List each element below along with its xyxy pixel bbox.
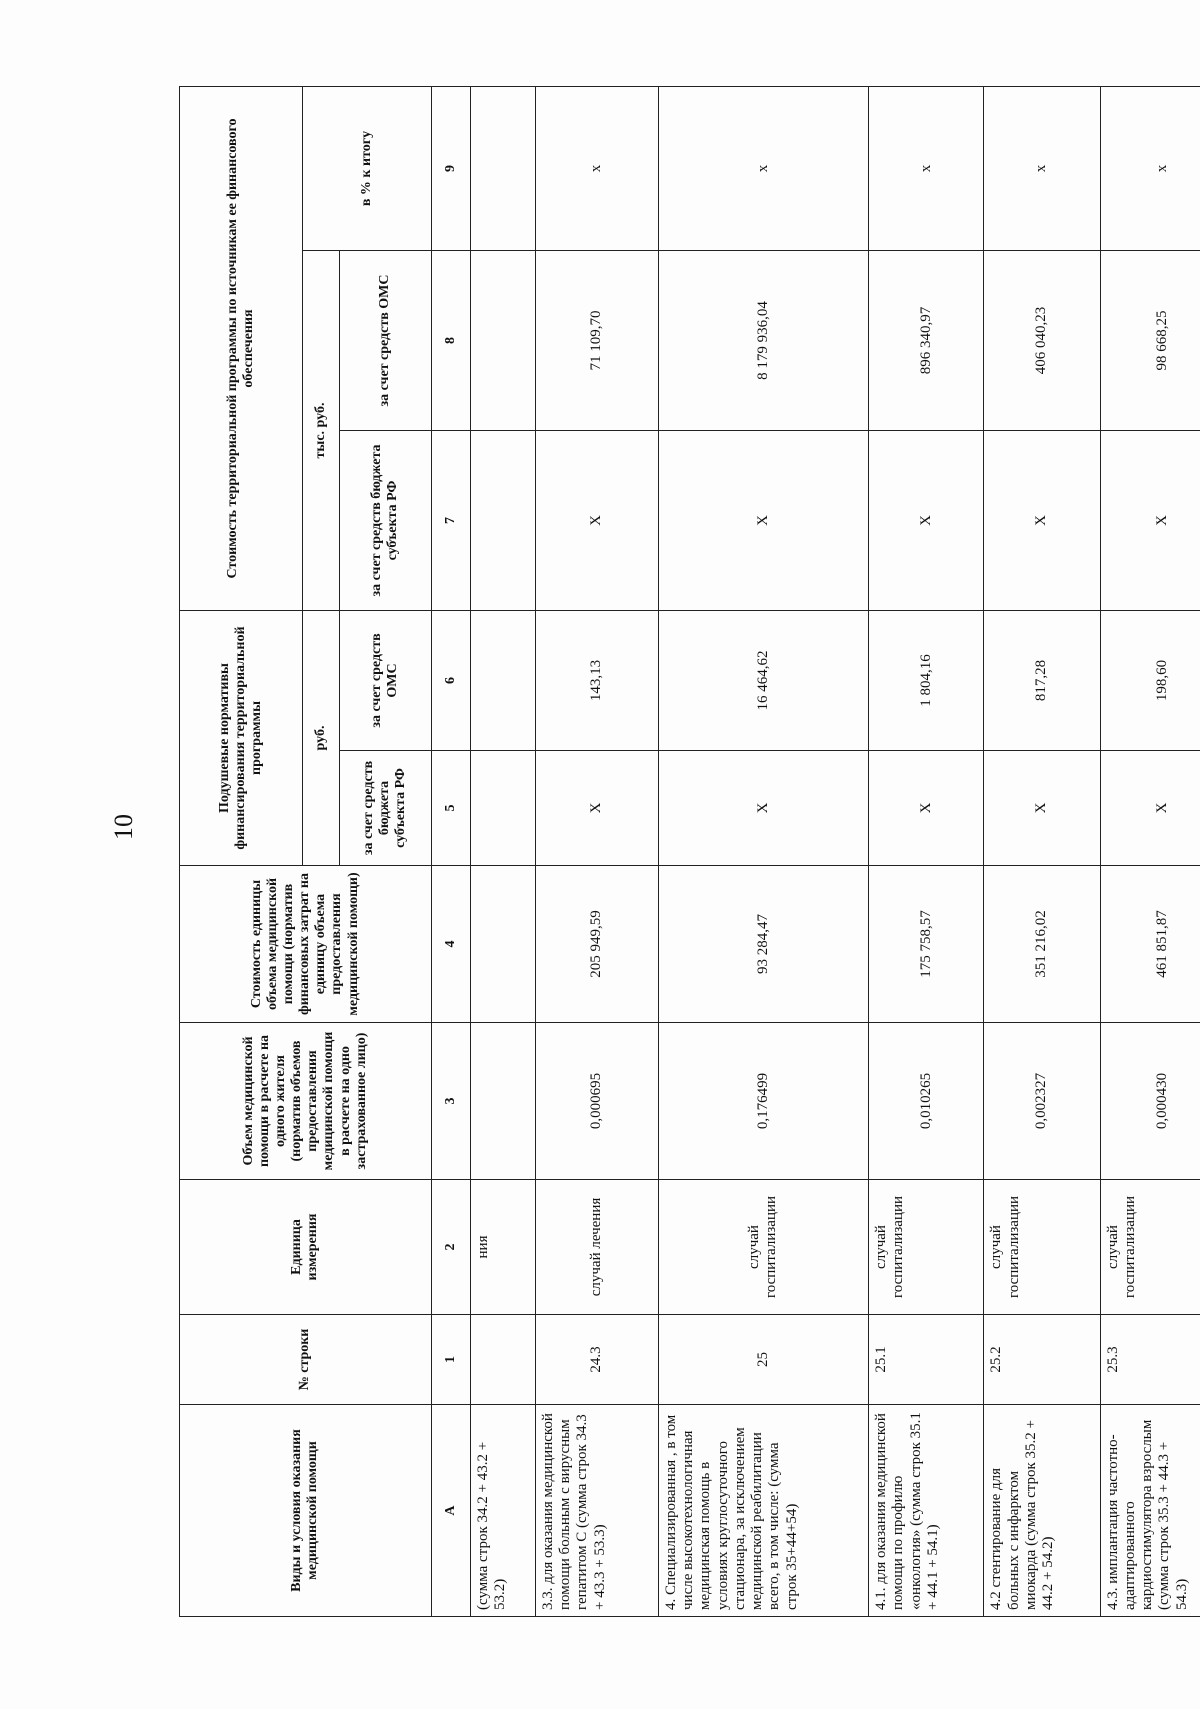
cell-percent: х [984,86,1100,250]
cell-budget-rub: Х [984,751,1100,866]
header-program-cost: Стоимость территориальной программы по источникам ее финансового обеспечения [180,86,303,610]
cell-oms-thous [470,251,535,431]
cell-percent: х [535,86,658,250]
cell-volume: 0,002327 [984,1023,1100,1180]
cell-oms-thous: 406 040,23 [984,251,1100,431]
cell-percent [470,86,535,250]
cell-percent: х [1100,86,1200,250]
col-number: 4 [431,866,470,1023]
cell-row-number: 24.3 [535,1315,658,1405]
cell-unit-cost [470,866,535,1023]
cell-unit-cost: 205 949,59 [535,866,658,1023]
header-per-capita: Подушевые нормативы финансирования территориальной программы [180,611,303,866]
cell-oms-rub: 817,28 [984,611,1100,751]
cell-budget-thous: Х [869,431,984,611]
table-row [658,86,868,1616]
cell-kind: 4. Специализированная , в том числе высокотехнологичная медицинская помощь в условиях круглосуточного стационара, за исключением медицинской реабилитации всего, в том числе: (сумма строк 35+44+54) [658,1405,868,1617]
cell-kind: (сумма строк 34.2 + 43.2 + 53.2) [470,1405,535,1617]
cell-oms-thous: 71 109,70 [535,251,658,431]
table-row [869,86,984,1616]
cell-budget-rub: Х [535,751,658,866]
cell-oms-rub: 1 804,16 [869,611,984,751]
cell-kind: 4.2 стентирование для больных с инфарктом миокарда (сумма строк 35.2 + 44.2 + 54.2) [984,1405,1100,1617]
cell-unit-cost: 351 216,02 [984,866,1100,1023]
cell-oms-rub [470,611,535,751]
col-number: 9 [431,86,470,250]
cell-budget-rub: Х [869,751,984,866]
col-number: 3 [431,1023,470,1180]
cell-kind: 4.1. для оказания медицинской помощи по профилю «онкология» (сумма строк 35.1 + 44.1 + 54.1) [869,1405,984,1617]
cell-unit: случай лечения [535,1180,658,1315]
cell-oms-thous: 8 179 936,04 [658,251,868,431]
cell-unit: случай госпитализации [658,1180,868,1315]
cell-percent: х [869,86,984,250]
cell-unit: ния [470,1180,535,1315]
cell-oms-rub: 16 464,62 [658,611,868,751]
header-volume: Объем медицинской помощи в расчете на одного жителя (норматив объемов предоставления медицинской помощи в расчете на одно застрахованное лицо) [180,1023,432,1180]
header-unit: Единица измерения [180,1180,432,1315]
col-number: 5 [431,751,470,866]
rotated-table-container [179,87,1200,1617]
cell-volume: 0,000695 [535,1023,658,1180]
cell-row-number: 25.1 [869,1315,984,1405]
cell-row-number: 25.3 [1100,1315,1200,1405]
col-number: 8 [431,251,470,431]
cell-budget-rub [470,751,535,866]
cell-volume: 0,176499 [658,1023,868,1180]
cell-budget-rub: Х [1100,751,1200,866]
cell-row-number [470,1315,535,1405]
header-budget-rub: за счет средств бюджета субъекта РФ [339,751,431,866]
col-number: 1 [431,1315,470,1405]
header-row-number: № строки [180,1315,432,1405]
cell-volume [470,1023,535,1180]
cell-volume: 0,010265 [869,1023,984,1180]
cell-row-number: 25.2 [984,1315,1100,1405]
col-number: А [431,1405,470,1617]
table-row [1100,86,1200,1616]
table-row [984,86,1100,1616]
cell-volume: 0,000430 [1100,1023,1200,1180]
cell-oms-rub: 143,13 [535,611,658,751]
col-number: 6 [431,611,470,751]
cell-unit-cost: 461 851,87 [1100,866,1200,1023]
header-budget-thous: за счет средств бюджета субъекта РФ [339,431,431,611]
cell-budget-thous: Х [535,431,658,611]
cell-unit: случай госпитализации [869,1180,984,1315]
header-oms-rub: за счет средств ОМС [339,611,431,751]
header-oms-thous: за счет средств ОМС [339,251,431,431]
cell-row-number: 25 [658,1315,868,1405]
cell-budget-thous: Х [984,431,1100,611]
cell-unit-cost: 175 758,57 [869,866,984,1023]
table-row [535,86,658,1616]
table-row [470,86,535,1616]
header-kind: Виды и условия оказания медицинской помощи [180,1405,432,1617]
header-unit-cost: Стоимость единицы объема медицинской помощи (норматив финансовых затрат на единицу объема предоставления медицинской помощи) [180,866,432,1023]
cell-kind: 3.3. для оказания медицинской помощи больным с вирусным гепатитом С (сумма строк 34.3 + 43.3 + 53.3) [535,1405,658,1617]
col-number: 7 [431,431,470,611]
financing-table [179,86,1200,1617]
cell-percent: х [658,86,868,250]
cell-unit-cost: 93 284,47 [658,866,868,1023]
cell-budget-rub: Х [658,751,868,866]
page-number: 10 [109,814,138,840]
cell-budget-thous: Х [1100,431,1200,611]
header-percent-total: в % к итогу [303,86,432,250]
cell-oms-thous: 896 340,97 [869,251,984,431]
cell-unit: случай госпитализации [1100,1180,1200,1315]
cell-oms-thous: 98 668,25 [1100,251,1200,431]
cell-budget-thous: Х [658,431,868,611]
header-unit-thousand-rub: тыс. руб. [303,251,340,611]
header-unit-rub: руб. [303,611,340,866]
cell-budget-thous [470,431,535,611]
col-number: 2 [431,1180,470,1315]
cell-kind: 4.3. имплантация частотно-адаптированного кардиостимулятора взрослым (сумма строк 35.3 + 44.3 + 54.3) [1100,1405,1200,1617]
cell-unit: случай госпитализации [984,1180,1100,1315]
cell-oms-rub: 198,60 [1100,611,1200,751]
